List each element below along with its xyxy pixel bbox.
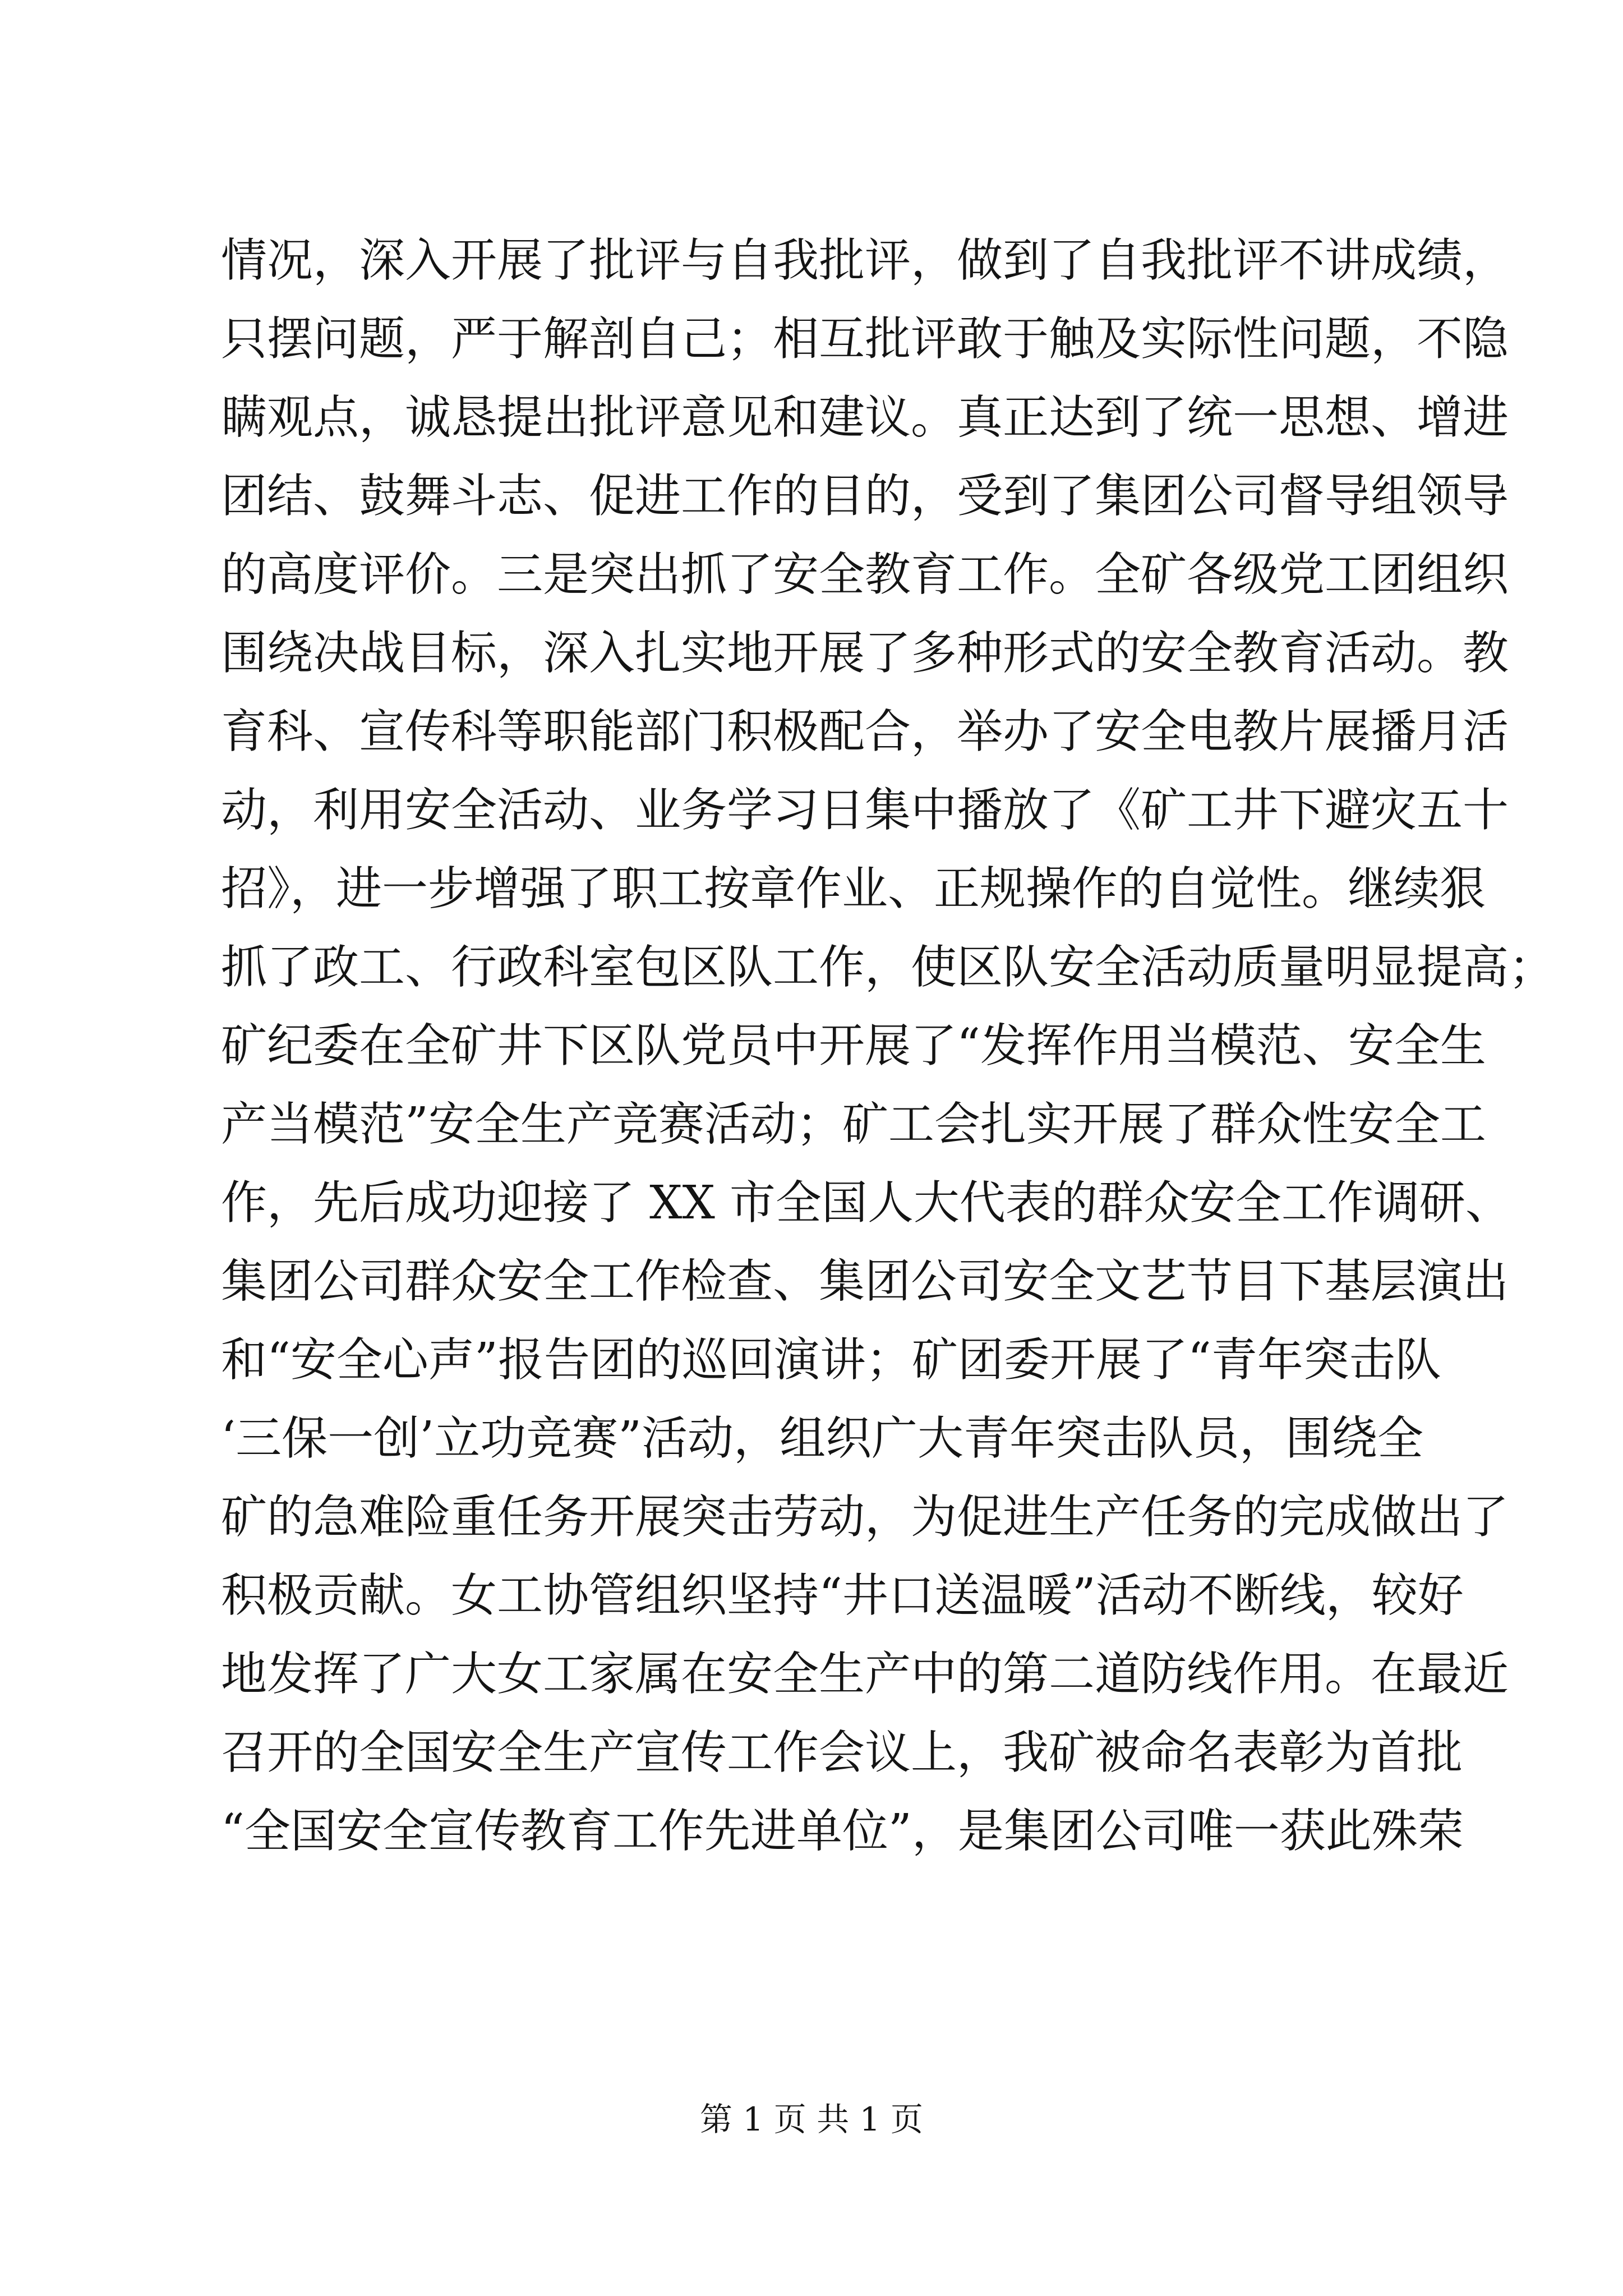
text-line-20: 召开的全国安全生产宣传工作会议上，我矿被命名表彰为首批 (221, 1726, 1463, 1779)
text-line-6: 围绕决战目标，深入扎实地开展了多种形式的安全教育活动。教 (221, 627, 1509, 680)
text-line-7: 育科、宣传科等职能部门积极配合，举办了安全电教片展播月活 (221, 705, 1509, 758)
page-number-footer: 第 1 页 共 1 页 (700, 2100, 923, 2138)
text-line-17: 矿的急难险重任务开展突击劳动，为促进生产任务的完成做出了 (221, 1490, 1509, 1544)
text-line-13: 作，先后成功迎接了 XX 市全国人大代表的群众安全工作调研、 (221, 1176, 1511, 1230)
text-line-11: 矿纪委在全矿井下区队党员中开展了“发挥作用当模范、安全生 (221, 1019, 1486, 1073)
text-line-5: 的高度评价。三是突出抓了安全教育工作。全矿各级党工团组织 (221, 548, 1509, 601)
text-line-1: 情况，深入开展了批评与自我批评，做到了自我批评不讲成绩， (221, 234, 1509, 287)
text-line-19: 地发挥了广大女工家属在安全生产中的第二道防线作用。在最近 (221, 1648, 1509, 1701)
text-line-10: 抓了政工、行政科室包区队工作，使区队安全活动质量明显提高； (221, 941, 1555, 994)
text-line-16: ‘三保一创’立功竞赛”活动，组织广大青年突击队员，围绕全 (221, 1412, 1424, 1465)
text-line-21: “全国安全宣传教育工作先进单位”，是集团公司唯一获此殊荣 (221, 1805, 1464, 1858)
text-line-4: 团结、鼓舞斗志、促进工作的目的，受到了集团公司督导组领导 (221, 470, 1509, 523)
text-line-18: 积极贡献。女工协管组织坚持“井口送温暖”活动不断线，较好 (221, 1569, 1464, 1622)
text-line-14: 集团公司群众安全工作检查、集团公司安全文艺节目下基层演出 (221, 1255, 1509, 1308)
text-line-8: 动，利用安全活动、业务学习日集中播放了《矿工井下避灾五十 (221, 784, 1509, 837)
text-line-15: 和“安全心声”报告团的巡回演讲；矿团委开展了“青年突击队 (221, 1333, 1441, 1387)
text-line-2: 只摆问题，严于解剖自己；相互批评敢于触及实际性问题，不隐 (221, 312, 1509, 366)
body-text (221, 222, 1555, 1871)
text-line-9: 招》，进一步增强了职工按章作业、正规操作的自觉性。继续狠 (221, 862, 1486, 915)
text-line-3: 瞒观点，诚恳提出批评意见和建议。真正达到了统一思想、增进 (221, 391, 1509, 444)
text-line-12: 产当模范”安全生产竞赛活动；矿工会扎实开展了群众性安全工 (221, 1098, 1486, 1151)
